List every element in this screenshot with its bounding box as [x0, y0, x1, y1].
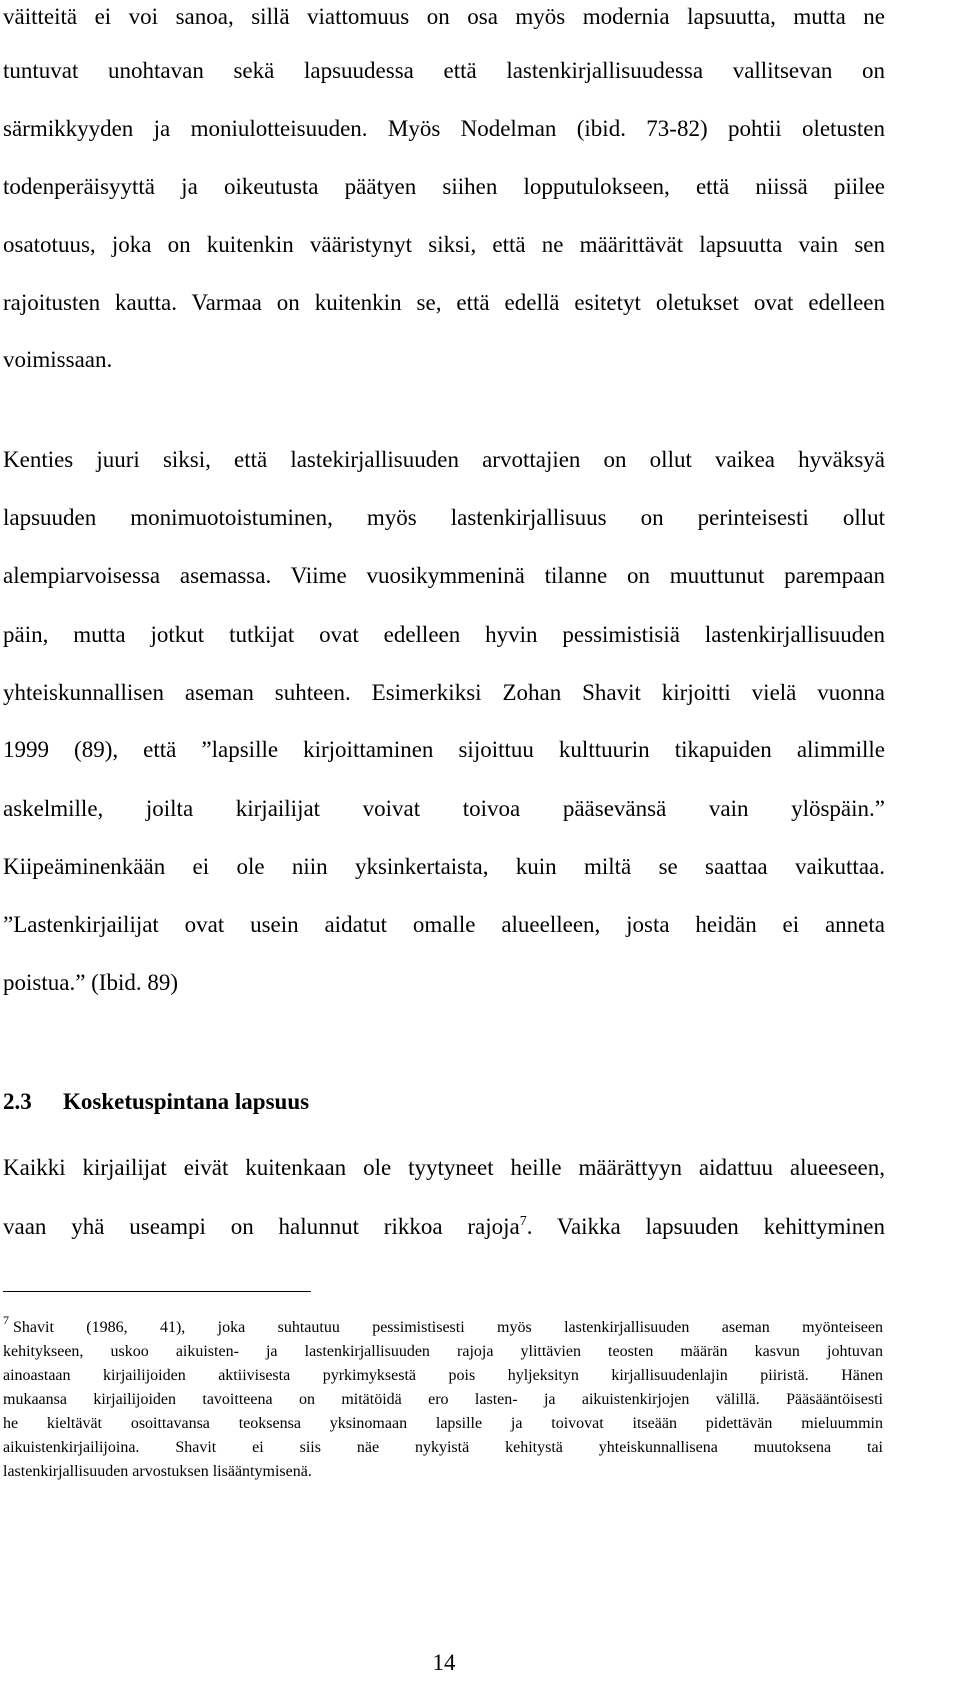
footnote-line: he kieltävät osoittavansa teoksensa yksinomaan lapsille ja toivovat itseään pidettävän mieluummin [3, 1415, 883, 1432]
text-line: askelmille, joilta kirjailijat voivat toivoa pääsevänsä vain ylöspäin.” [3, 796, 885, 821]
text-line: ”Lastenkirjailijat ovat usein aidatut omalle alueelleen, josta heidän ei anneta [3, 912, 885, 937]
text-line: yhteiskunnallisen aseman suhteen. Esimerkiksi Zohan Shavit kirjoitti vielä vuonna [3, 680, 885, 705]
footnote-line: ainoastaan kirjailijoiden aktiivisesta pyrkimyksestä pois hyljeksityn kirjallisuudenlajin piiristä. Hänen [3, 1367, 883, 1384]
footnote-line: aikuistenkirjailijoina. Shavit ei siis näe nykyistä kehitystä yhteiskunnallisena muutoksena tai [3, 1439, 883, 1456]
section-title: Kosketuspintana lapsuus [63, 1089, 310, 1114]
text-fragment: Shavit (1986, 41), joka suhtautuu pessimistisesti myös lastenkirjallisuuden aseman myönteiseen [13, 1319, 883, 1336]
section-number: 2.3 [3, 1089, 32, 1114]
text-line [3, 1212, 885, 1242]
text-line: todenperäisyyttä ja oikeutusta päätyen siihen lopputulokseen, että niissä piilee [3, 174, 885, 199]
text-line: väitteitä ei voi sanoa, sillä viattomuus on osa myös modernia lapsuutta, mutta ne [3, 4, 885, 29]
text-line: Kaikki kirjailijat eivät kuitenkaan ole tyytyneet heille määrättyyn aidattuu alueeseen, [3, 1155, 885, 1180]
section-heading [3, 1087, 309, 1117]
text-fragment: vaan yhä useampi on halunnut rikkoa rajoja [3, 1214, 520, 1239]
text-line: 1999 (89), että ”lapsille kirjoittaminen sijoittuu kulttuurin tikapuiden alimmille [3, 737, 885, 762]
text-line: Kenties juuri siksi, että lastekirjallisuuden arvottajien on ollut vaikea hyväksyä [3, 447, 885, 472]
footnote-marker: 7 [3, 1313, 9, 1327]
text-line: päin, mutta jotkut tutkijat ovat edelleen hyvin pessimistisiä lastenkirjallisuuden [3, 622, 885, 647]
text-line: alempiarvoisessa asemassa. Viime vuosikymmeninä tilanne on muuttunut parempaan [3, 563, 885, 588]
text-line: Kiipeäminenkään ei ole niin yksinkertaista, kuin miltä se saattaa vaikuttaa. [3, 854, 885, 879]
footnote-line: kehitykseen, uskoo aikuisten- ja lastenkirjallisuuden rajoja ylittävien teosten määrän kasvun johtuvan [3, 1343, 883, 1360]
footnote-reference[interactable]: 7 [519, 1214, 527, 1229]
text-line: voimissaan. [3, 347, 113, 372]
footnote-line: lastenkirjallisuuden arvostuksen lisääntymisenä. [3, 1463, 312, 1480]
page-number: 14 [432, 1650, 456, 1675]
text-line: rajoitusten kautta. Varmaa on kuitenkin se, että edellä esitetyt oletukset ovat edelleen [3, 290, 885, 315]
footnote-separator [3, 1291, 311, 1292]
text-line: tuntuvat unohtavan sekä lapsuudessa että lastenkirjallisuudessa vallitsevan on [3, 58, 885, 83]
footnote-line: mukaansa kirjailijoiden tavoitteena on mitätöidä ero lasten- ja aikuistenkirjojen välillä. Pääsääntöisesti [3, 1391, 883, 1408]
text-line: osatotuus, joka on kuitenkin vääristynyt siksi, että ne määrittävät lapsuutta vain sen [3, 232, 885, 257]
footnote-line [3, 1313, 883, 1339]
text-line: poistua.” (Ibid. 89) [3, 970, 179, 995]
text-fragment: . Vaikka lapsuuden kehittyminen [526, 1214, 885, 1239]
text-line: särmikkyyden ja moniulotteisuuden. Myös Nodelman (ibid. 73-82) pohtii oletusten [3, 116, 885, 141]
text-line: lapsuuden monimuotoistuminen, myös lastenkirjallisuus on perinteisesti ollut [3, 505, 885, 530]
